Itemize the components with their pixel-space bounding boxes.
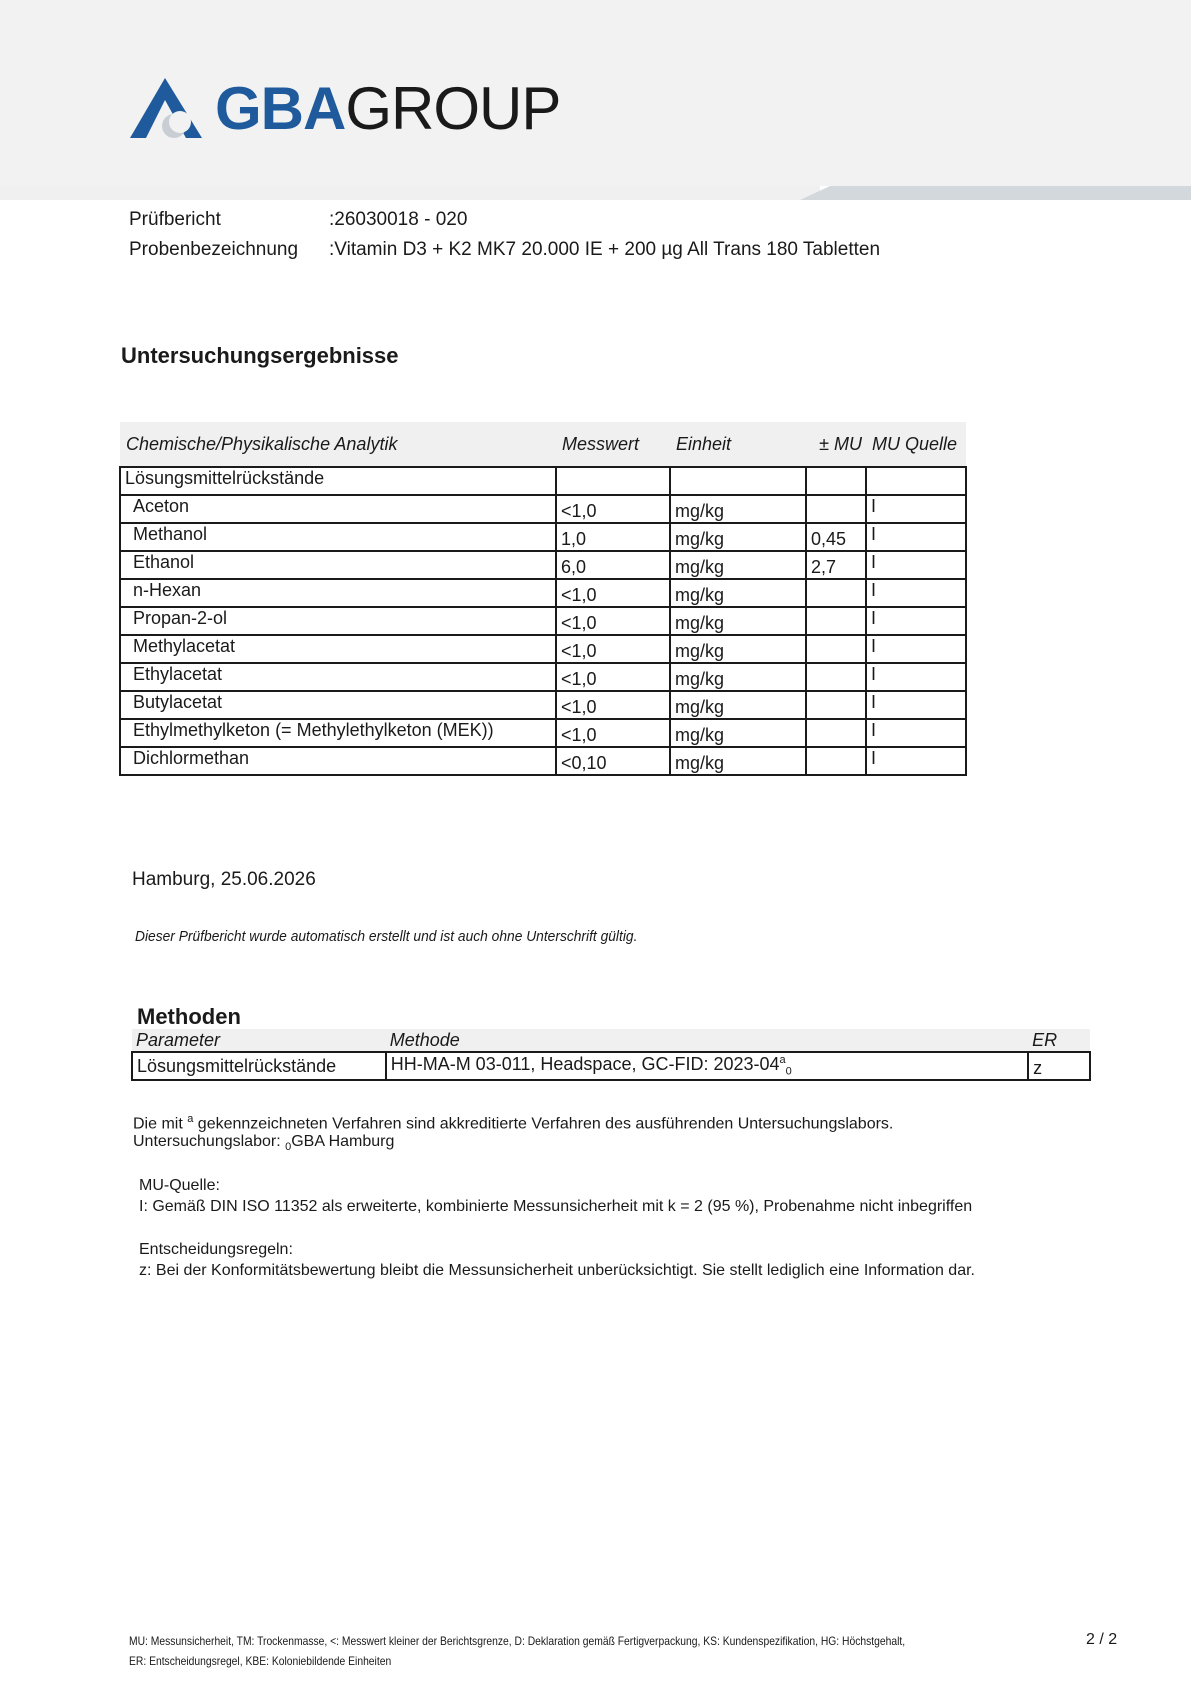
auto-generated-note: Dieser Prüfbericht wurde automatisch erstellt und ist auch ohne Unterschrift gültig. [135,928,638,945]
result-name: Ethanol [120,551,556,579]
col-einheit: Einheit [670,422,806,467]
col-er: ER [1028,1029,1090,1052]
result-value: <1,0 [556,607,670,635]
mu-source-text: I: Gemäß DIN ISO 11352 als erweiterte, kombinierte Messunsicherheit mit k = 2 (95 %), Probenahme nicht inbegriffen [139,1198,973,1215]
col-mu-quelle: MU Quelle [866,422,966,467]
result-value: <1,0 [556,663,670,691]
result-unit: mg/kg [670,495,806,523]
result-unit: mg/kg [670,747,806,775]
col-messwert: Messwert [556,422,670,467]
result-row [120,691,966,719]
method-lab-mark: 0 [785,1065,792,1078]
result-unit: mg/kg [670,551,806,579]
result-value: <1,0 [556,719,670,747]
method-description [386,1052,1028,1080]
method-accredited-mark: a [779,1054,786,1067]
place-date: Hamburg, 25.06.2026 [132,869,316,890]
page-number: 2 / 2 [1086,1631,1118,1648]
result-value: <1,0 [556,495,670,523]
result-value: 6,0 [556,551,670,579]
method-parameter: Lösungsmittelrückstände [132,1052,386,1080]
report-number: :26030018 - 020 [329,209,468,230]
sample-name: :Vitamin D3 + K2 MK7 20.000 IE + 200 µg All Trans 180 Tabletten [329,239,881,260]
result-row [120,663,966,691]
result-mu [806,691,866,719]
result-value: 1,0 [556,523,670,551]
decision-rules-title: Entscheidungsregeln: [139,1241,293,1258]
col-methode: Methode [386,1029,1028,1052]
lab-note: Untersuchungslabor: $_0$GBA Hamburg [133,1133,395,1154]
result-unit: mg/kg [670,635,806,663]
result-mu-source: I [866,579,966,607]
result-mu-source: I [866,635,966,663]
result-row [120,495,966,523]
result-row [120,747,966,775]
methods-header-row [132,1029,1090,1052]
result-unit: mg/kg [670,523,806,551]
logo-text-group: GROUP [345,75,561,142]
result-row [120,635,966,663]
result-value: <1,0 [556,635,670,663]
footer-legend-line1: MU: Messunsicherheit, TM: Trockenmasse, <: Messwert kleiner der Berichtsgrenze, D: Deklaration gemäß Fertigverpackung, KS: Kundenspezifikation, HG: Höchstgehalt, [129,1634,906,1648]
methods-row [132,1052,1090,1080]
result-row [120,607,966,635]
header-stripe [0,186,1191,200]
decision-rules-text: z: Bei der Konformitätsbewertung bleibt die Messunsicherheit unberücksichtigt. Sie stellt lediglich eine Information dar. [139,1262,975,1279]
result-value: <1,0 [556,691,670,719]
logo-wordmark [215,74,560,144]
result-name: Methylacetat [120,635,556,663]
gba-group-logo [130,75,570,142]
report-label: Prüfbericht [129,209,221,230]
result-mu [806,719,866,747]
result-mu-source: I [866,691,966,719]
result-mu [806,495,866,523]
result-mu: 0,45 [806,523,866,551]
result-mu-source: I [866,719,966,747]
result-row [120,719,966,747]
result-mu [806,635,866,663]
result-unit: mg/kg [670,663,806,691]
gba-logo-mark-icon [130,78,205,140]
col-analytik: Chemische/Physikalische Analytik [120,422,556,467]
col-parameter: Parameter [132,1029,386,1052]
result-unit: mg/kg [670,719,806,747]
method-text: HH-MA-M 03-011, Headspace, GC-FID: 2023-04 [390,1054,780,1075]
result-name: Aceton [120,495,556,523]
result-value: <1,0 [556,579,670,607]
group-name: Lösungsmittelrückstände [120,467,556,495]
result-mu-source: I [866,551,966,579]
result-row [120,523,966,551]
result-name: Dichlormethan [120,747,556,775]
logo-text-gba: GBA [215,75,346,142]
result-unit: mg/kg [670,691,806,719]
methods-title: Methoden [137,1004,241,1029]
result-mu: 2,7 [806,551,866,579]
result-row [120,551,966,579]
results-header-row [120,422,966,467]
result-mu [806,607,866,635]
result-name: Propan-2-ol [120,607,556,635]
lab-name: GBA Hamburg [291,1133,395,1150]
result-value: <0,10 [556,747,670,775]
method-er: z [1028,1052,1090,1080]
result-mu-source: I [866,607,966,635]
results-table [119,422,967,776]
sample-label: Probenbezeichnung [129,239,299,260]
mu-source-title: MU-Quelle: [139,1177,220,1194]
result-unit: mg/kg [670,607,806,635]
result-name: n-Hexan [120,579,556,607]
result-mu-source: I [866,663,966,691]
result-mu-source: I [866,523,966,551]
group-row [120,467,966,495]
col-mu: ± MU [806,422,866,467]
methods-table [131,1029,1091,1081]
result-name: Methanol [120,523,556,551]
result-name: Ethylmethylketon (= Methylethylketon (MEK)) [120,719,556,747]
result-mu-source: I [866,747,966,775]
result-mu [806,747,866,775]
result-name: Ethylacetat [120,663,556,691]
result-mu [806,579,866,607]
result-row [120,579,966,607]
footer-legend-line2: ER: Entscheidungsregel, KBE: Koloniebildende Einheiten [129,1654,392,1668]
result-unit: mg/kg [670,579,806,607]
result-mu-source: I [866,495,966,523]
result-name: Butylacetat [120,691,556,719]
results-title: Untersuchungsergebnisse [121,343,399,368]
accreditation-note: Die mit $^a$ gekennzeichneten Verfahren sind akkreditierte Verfahren des ausführenden Untersuchungslabors. [133,1113,894,1133]
result-mu [806,663,866,691]
